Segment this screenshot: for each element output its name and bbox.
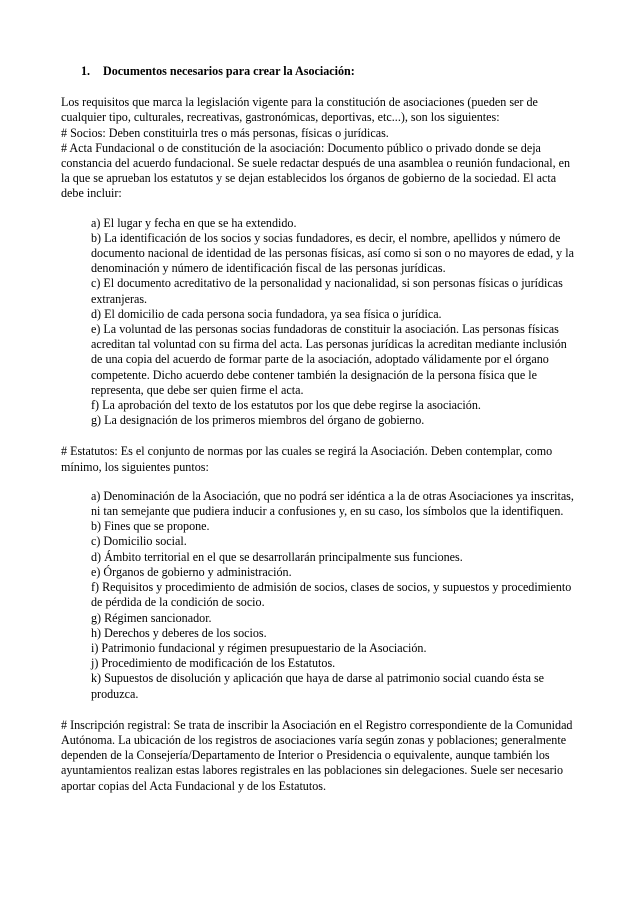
- document-page: [61, 64, 581, 794]
- acta-paragraph: # Acta Fundacional o de constitución de la asociación: Documento público o privado donde se deja constancia del acuerdo fundacional. Se suele redactar después de una asamblea o reunión fundacional, en la que se aprueban los estatutos y se dejan establecidos los órganos de gobierno de la sociedad. El acta debe incluir:: [61, 140, 571, 201]
- socios-paragraph: # Socios: Deben constituirla tres o más personas, físicas o jurídicas.: [61, 125, 389, 140]
- estatutos-paragraph: # Estatutos: Es el conjunto de normas por las cuales se regirá la Asociación. Deben contemplar, como mínimo, los siguientes puntos:: [61, 444, 553, 474]
- list-item: d) Ámbito territorial en el que se desarrollarán principalmente sus funciones.: [91, 549, 463, 564]
- list-item: k) Supuestos de disolución y aplicación que haya de darse al patrimonio social cuando ésta se produzca.: [91, 671, 545, 701]
- list-item: d) El domicilio de cada persona socia fundadora, ya sea física o jurídica.: [91, 306, 442, 321]
- list-item: c) Domicilio social.: [91, 534, 187, 549]
- list-item: h) Derechos y deberes de los socios.: [91, 625, 267, 640]
- list-item: f) Requisitos y procedimiento de admisión de socios, clases de socios, y supuestos y procedimiento de pérdida de la condición de socio.: [91, 580, 572, 610]
- section-title: Documentos necesarios para crear la Asociación:: [103, 64, 355, 78]
- list-item: a) Denominación de la Asociación, que no podrá ser idéntica a la de otras Asociaciones ya inscritas, ni tan semejante que pudiera inducir a confusiones y, en su caso, los símbolos que la identifiquen.: [91, 488, 574, 519]
- intro-paragraph: Los requisitos que marca la legislación vigente para la constitución de asociaciones (pueden ser de cualquier tipo, culturales, recreativas, gastronómicas, deportivas, etc...), son los siguientes:: [61, 95, 538, 125]
- section-heading: [81, 64, 581, 79]
- list-item: b) Fines que se propone.: [91, 519, 210, 534]
- acta-items-list: [91, 216, 581, 429]
- list-item: j) Procedimiento de modificación de los Estatutos.: [91, 656, 336, 671]
- list-item: c) El documento acreditativo de la personalidad y nacionalidad, si son personas físicas o jurídicas extranjeras.: [91, 276, 563, 306]
- list-item: b) La identificación de los socios y socias fundadores, es decir, el nombre, apellidos y número de documento nacional de identidad de las personas físicas, así como si son o no mayores de edad, y la denominación y número de identificación fiscal de las personas jurídicas.: [91, 230, 574, 276]
- list-item: e) Órganos de gobierno y administración.: [91, 564, 292, 579]
- section-number: 1.: [81, 64, 91, 78]
- list-item: g) Régimen sancionador.: [91, 610, 212, 625]
- list-item: g) La designación de los primeros miembros del órgano de gobierno.: [91, 413, 425, 428]
- list-item: i) Patrimonio fundacional y régimen presupuestario de la Asociación.: [91, 640, 427, 655]
- estatutos-items-list: [91, 489, 581, 702]
- list-item: f) La aprobación del texto de los estatutos por los que debe regirse la asociación.: [91, 398, 481, 413]
- list-item: a) El lugar y fecha en que se ha extendido.: [91, 215, 297, 230]
- list-item: e) La voluntad de las personas socias fundadoras de constituir la asociación. Las personas físicas acreditan tal voluntad con su firma del acta. Las personas jurídicas la acreditan mediante inclusión de una copia del acuerdo de formar parte de la asociación, adoptado válidamente por el órgano competente. Dicho acuerdo debe contener también la designación de la persona física que le representa, que debe ser quien firme el acta.: [91, 322, 567, 397]
- inscripcion-paragraph: # Inscripción registral: Se trata de inscribir la Asociación en el Registro correspondiente de la Comunidad Autónoma. La ubicación de los registros de asociaciones varía según zonas y poblaciones; generalmente dependen de la Consejería/Departamento de Interior o Presidencia o equivalente, aunque también los ayuntamientos realizan estas labores registrales en las poblaciones sin delegaciones. Suele ser necesario aportar copias del Acta Fundacional y de los Estatutos.: [61, 717, 573, 793]
